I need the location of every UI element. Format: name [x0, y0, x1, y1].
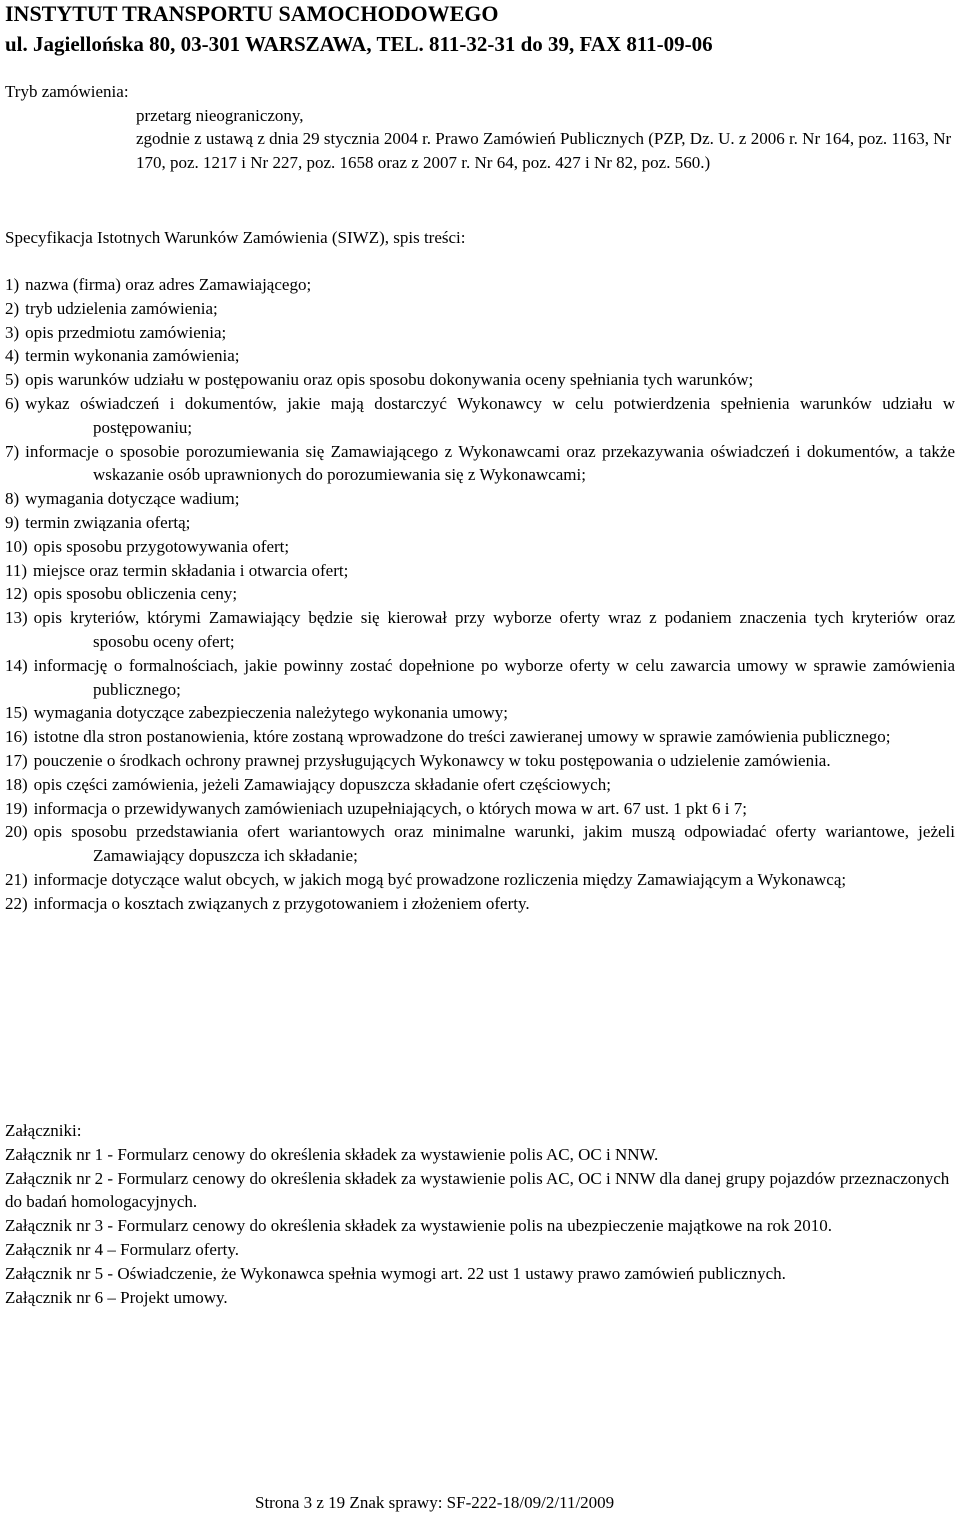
toc-item-text: wymagania dotyczące wadium;	[25, 489, 240, 509]
toc-item-text: informacja o przewidywanych zamówieniach uzupełniających, o których mowa w art. 67 ust. 1 pkt 6 i 7;	[33, 798, 747, 818]
toc-item	[5, 559, 955, 583]
toc-item-text: istotne dla stron postanowienia, które zostaną wprowadzone do treści zawieranej umowy w sprawie zamówienia publicznego;	[33, 727, 891, 747]
attachments-section	[5, 1119, 955, 1309]
toc-item-text: wykaz oświadczeń i dokumentów, jakie mają dostarczyć Wykonawcy w celu potwierdzenia spełnienia warunków udziału w postępowaniu;	[25, 393, 955, 437]
toc-item-text: nazwa (firma) oraz adres Zamawiającego;	[25, 275, 312, 294]
toc-item-number: 12)	[5, 584, 28, 604]
toc-item-number: 20)	[5, 822, 28, 842]
toc-item	[5, 273, 955, 297]
toc-item-number: 11)	[5, 560, 28, 580]
attachments-title: Załączniki:	[5, 1121, 82, 1140]
toc-item-text: informacja o kosztach związanych z przygotowaniem i złożeniem oferty.	[33, 893, 530, 913]
toc-item-number: 7)	[5, 441, 20, 461]
attachment-item: Załącznik nr 4 – Formularz oferty.	[5, 1239, 239, 1259]
toc-item	[5, 440, 955, 488]
toc-item-number: 9)	[5, 512, 20, 532]
toc-item	[5, 487, 955, 511]
toc-item-number: 2)	[5, 298, 20, 318]
toc-item-number: 16)	[5, 727, 28, 747]
toc-item-text: opis sposobu obliczenia ceny;	[33, 584, 238, 604]
toc-item-number: 21)	[5, 869, 28, 889]
toc-item-text: pouczenie o środkach ochrony prawnej przysługujących Wykonawcy w toku postępowania o udzielenie zamówienia.	[33, 750, 831, 770]
letterhead	[5, 0, 955, 58]
toc-item	[5, 606, 955, 654]
toc-item-text: opis kryteriów, którymi Zamawiający będzie się kierował przy wyborze oferty wraz z podaniem znaczenia tych kryteriów oraz sposobu oceny ofert;	[33, 608, 955, 651]
toc-item-text: opis warunków udziału w postępowaniu oraz opis sposobu dokonywania oceny spełniania tych warunków;	[25, 370, 754, 390]
toc-item-text: opis sposobu przygotowywania ofert;	[33, 536, 290, 556]
toc-item-number: 19)	[5, 798, 28, 818]
toc-item	[5, 725, 955, 749]
toc-item-number: 14)	[5, 655, 28, 675]
toc-item	[5, 820, 955, 868]
attachment-item: Załącznik nr 3 - Formularz cenowy do określenia składek za wystawienie polis na ubezpieczenie majątkowe na rok 2010.	[5, 1216, 833, 1236]
toc-item-number: 18)	[5, 774, 28, 794]
toc-item	[5, 344, 955, 368]
toc-item	[5, 511, 955, 535]
toc-item-text: termin wykonania zamówienia;	[25, 346, 240, 366]
toc-item	[5, 654, 955, 702]
page-footer: Strona 3 z 19 Znak sprawy: SF-222-18/09/2/11/2009	[255, 1493, 615, 1512]
attachment-item: Załącznik nr 6 – Projekt umowy.	[5, 1287, 228, 1307]
attachment-item: Załącznik nr 5 - Oświadczenie, że Wykonawca spełnia wymogi art. 22 ust 1 ustawy prawo zamówień publicznych.	[5, 1263, 786, 1283]
toc-item-text: termin związania ofertą;	[25, 512, 191, 532]
toc-item-number: 10)	[5, 536, 28, 556]
toc-item	[5, 392, 955, 440]
toc-item-number: 22)	[5, 893, 28, 913]
siwz-title: Specyfikacja Istotnych Warunków Zamówienia (SIWZ), spis treści:	[5, 228, 466, 247]
toc-item-text: tryb udzielenia zamówienia;	[25, 298, 218, 318]
toc-item-number: 1)	[5, 275, 20, 294]
toc-item	[5, 797, 955, 821]
toc-item	[5, 868, 955, 892]
attachment-item: Załącznik nr 2 - Formularz cenowy do określenia składek za wystawienie polis AC, OC i NNW dla danej grupy pojazdów przeznaczonych do badań homologacyjnych.	[5, 1168, 950, 1212]
toc-item-number: 8)	[5, 489, 20, 509]
institution-address: ul. Jagiellońska 80, 03-301 WARSZAWA, TEL. 811-32-31 do 39, FAX 811-09-06	[5, 32, 713, 56]
toc-item-number: 6)	[5, 393, 20, 413]
toc-item	[5, 749, 955, 773]
institution-name: INSTYTUT TRANSPORTU SAMOCHODOWEGO	[5, 1, 499, 26]
toc-item-text: informacje o sposobie porozumiewania się Zamawiającego z Wykonawcami oraz przekazywania oświadczeń i dokumentów, a także wskazanie osób uprawnionych do porozumiewania się z Wykonawcami;	[25, 441, 955, 485]
toc-item-text: informacje dotyczące walut obcych, w jakich mogą być prowadzone rozliczenia między Zamawiającym a Wykonawcą;	[33, 869, 847, 889]
toc-item-number: 15)	[5, 703, 28, 723]
toc-item	[5, 368, 955, 392]
toc-item-text: opis sposobu przedstawiania ofert wariantowych oraz minimalne warunki, jakim muszą odpowiadać oferty wariantowe, jeżeli Zamawiający dopuszcza ich składanie;	[33, 822, 955, 866]
attachment-item: Załącznik nr 1 - Formularz cenowy do określenia składek za wystawienie polis AC, OC i NNW.	[5, 1144, 659, 1164]
toc-item-number: 4)	[5, 346, 20, 366]
toc-item-number: 5)	[5, 370, 20, 390]
toc-item-text: informację o formalnościach, jakie powinny zostać dopełnione po wyborze oferty w celu zawarcia umowy w sprawie zamówienia publicznego;	[33, 655, 955, 699]
toc-item-number: 17)	[5, 750, 28, 770]
toc-item-number: 3)	[5, 322, 20, 342]
procurement-legal-basis: zgodnie z ustawą z dnia 29 stycznia 2004 r. Prawo Zamówień Publicznych (PZP, Dz. U. z 2006 r. Nr 164, poz. 1163, Nr 170, poz. 1217 i Nr 227, poz. 1658 oraz z 2007 r. Nr 64, poz. 427 i Nr 82, poz. 560.)	[136, 129, 952, 172]
attachments-list	[5, 1143, 955, 1310]
toc-item-text: opis części zamówienia, jeżeli Zamawiający dopuszcza składanie ofert częściowych;	[33, 774, 611, 794]
toc-item	[5, 297, 955, 321]
toc-item	[5, 535, 955, 559]
toc-item-text: opis przedmiotu zamówienia;	[25, 322, 227, 342]
toc-item-text: wymagania dotyczące zabezpieczenia należytego wykonania umowy;	[33, 703, 509, 723]
toc-item	[5, 701, 955, 725]
toc-item	[5, 321, 955, 345]
toc-item-text: miejsce oraz termin składania i otwarcia ofert;	[33, 560, 349, 580]
procurement-mode-value: przetarg nieograniczony,	[136, 106, 304, 125]
siwz-table-of-contents	[5, 273, 955, 916]
toc-item	[5, 892, 955, 916]
toc-item	[5, 773, 955, 797]
toc-item	[5, 582, 955, 606]
procurement-mode-label: Tryb zamówienia:	[5, 82, 129, 101]
toc-item-number: 13)	[5, 608, 28, 628]
